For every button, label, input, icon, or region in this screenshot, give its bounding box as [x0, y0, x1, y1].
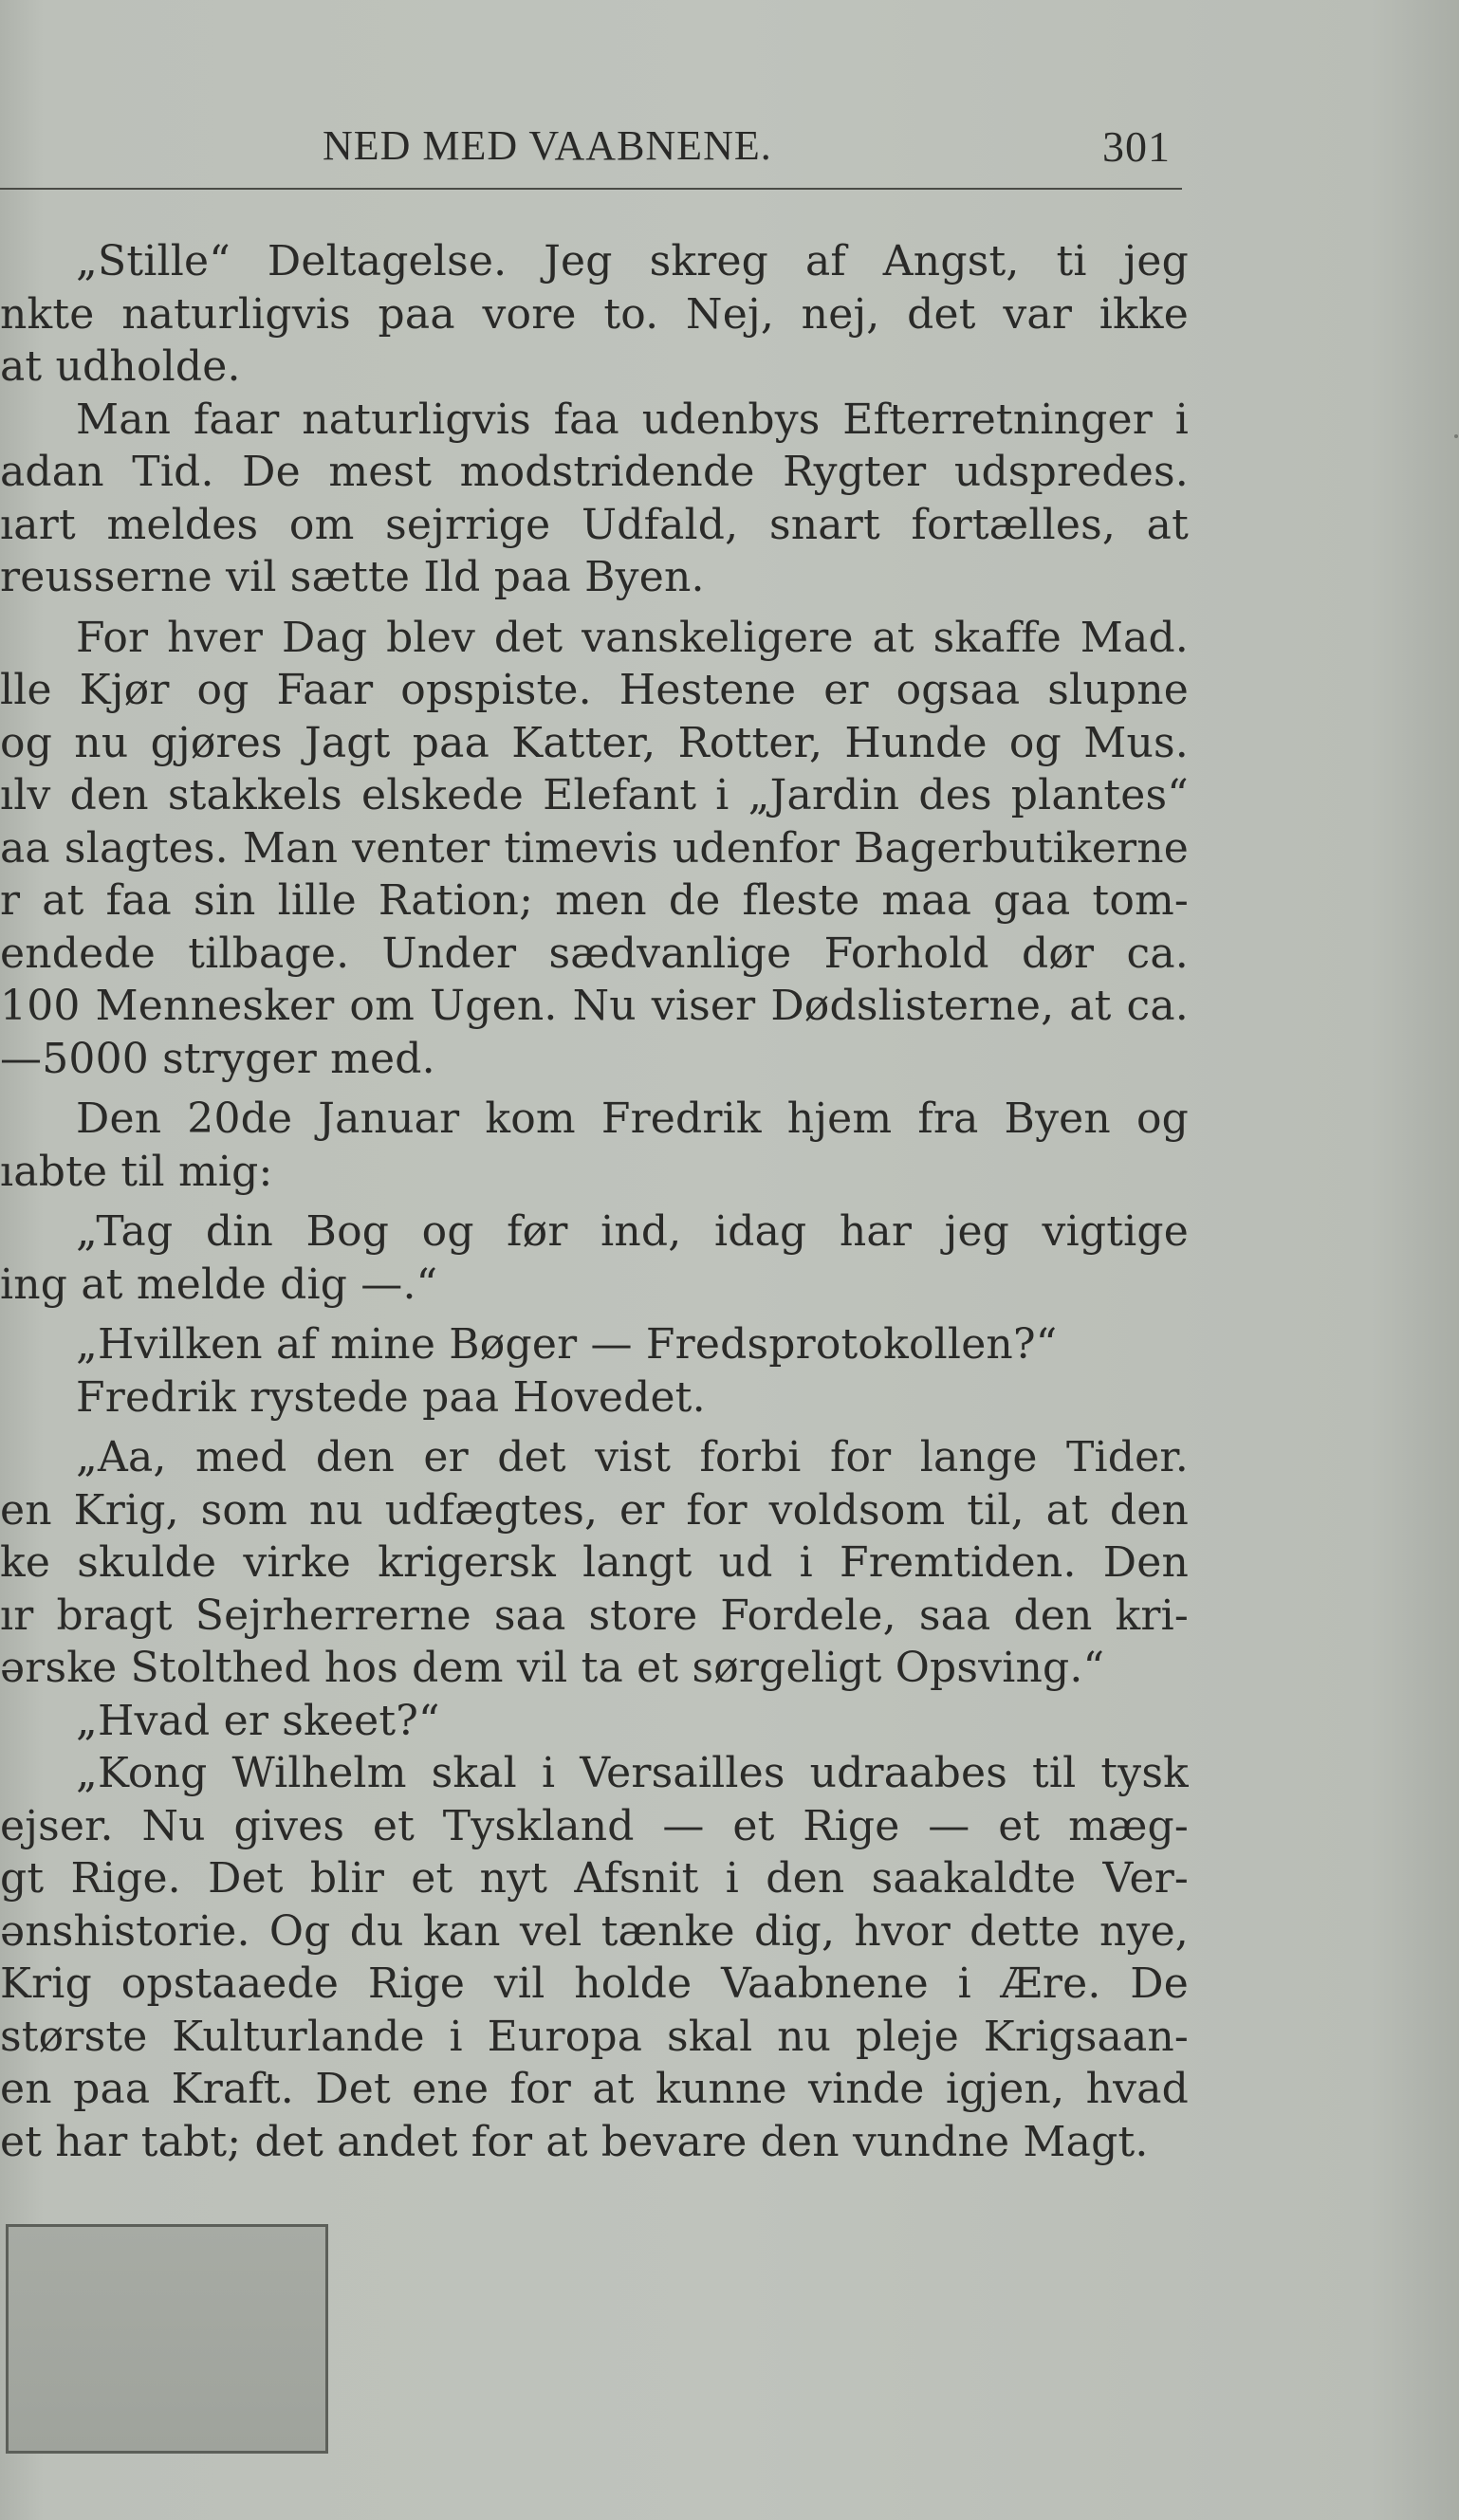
text-line: ıart meldes om sejrrige Udfald, snart fortælles, at: [0, 500, 1189, 549]
text-line: „Kong Wilhelm skal i Versailles udraabes til tysk: [76, 1749, 1189, 1797]
text-line: ing at melde dig —.“: [0, 1260, 438, 1309]
text-line: adan Tid. De mest modstridende Rygter udspredes.: [0, 448, 1189, 496]
text-line: „Hvad er skeet?“: [76, 1696, 440, 1745]
text-line: reusserne vil sætte Ild paa Byen.: [0, 553, 705, 601]
text-line: at udholde.: [0, 342, 241, 391]
text-line: ılv den stakkels elskede Elefant i „Jardin des plantes“: [0, 771, 1189, 819]
page-number: 301: [1102, 122, 1171, 171]
text-line: 100 Mennesker om Ugen. Nu viser Dødslisterne, at ca.: [0, 982, 1189, 1030]
text-line: r at faa sin lille Ration; men de fleste maa gaa tom-: [0, 876, 1189, 925]
paper-speck: [1454, 434, 1458, 438]
text-line: ır bragt Sejrherrerne saa store Fordele, saa den kri-: [0, 1591, 1189, 1640]
text-line: „Stille“ Deltagelse. Jeg skreg af Angst, ti jeg: [76, 237, 1189, 285]
text-line: ıabte til mig:: [0, 1147, 273, 1196]
body-text: [0, 235, 1189, 2168]
text-line: gt Rige. Det blir et nyt Afsnit i den saakaldte Ver-: [0, 1854, 1189, 1903]
text-line: og nu gjøres Jagt paa Katter, Rotter, Hunde og Mus.: [0, 718, 1189, 767]
text-line: ənshistorie. Og du kan vel tænke dig, hvor dette nye,: [0, 1906, 1189, 1956]
text-line: ərske Stolthed hos dem vil ta et sørgeligt Opsving.“: [0, 1644, 1105, 1692]
text-line: „Tag din Bog og før ind, idag har jeg vigtige: [76, 1207, 1189, 1256]
text-line: ke skulde virke krigersk langt ud i Fremtiden. Den: [0, 1538, 1189, 1587]
text-line: aa slagtes. Man venter timevis udenfor Bagerbutikerne: [0, 823, 1189, 873]
text-line: „Aa, med den er det vist forbi for lange Tider.: [76, 1433, 1189, 1481]
header-rule: [0, 188, 1182, 190]
text-line: For hver Dag blev det vanskeligere at skaffe Mad.: [76, 613, 1189, 662]
text-line: nkte naturligvis paa vore to. Nej, nej, det var ikke: [0, 289, 1189, 339]
facing-page-corner: [6, 2224, 328, 2454]
text-line: ejser. Nu gives et Tyskland — et Rige — et mæg-: [0, 1801, 1189, 1850]
running-title: NED MED VAABNENE.: [323, 122, 772, 169]
text-line: —5000 stryger med.: [0, 1034, 435, 1083]
text-line: lle Kjør og Faar opspiste. Hestene er ogsaa slupne: [0, 666, 1189, 714]
text-line: Krig opstaaede Rige vil holde Vaabnene i Ære. De: [0, 1959, 1189, 2008]
text-line: „Hvilken af mine Bøger — Fredsprotokollen?“: [76, 1320, 1058, 1369]
text-line: et har tabt; det andet for at bevare den vundne Magt.: [0, 2117, 1149, 2166]
page-header: [0, 121, 1191, 178]
text-line: Man faar naturligvis faa udenbys Efterretninger i: [76, 395, 1189, 444]
text-line: Den 20de Januar kom Fredrik hjem fra Byen og: [76, 1094, 1189, 1143]
text-line: største Kulturlande i Europa skal nu pleje Krigsaan-: [0, 2012, 1189, 2061]
text-line: Fredrik rystede paa Hovedet.: [76, 1372, 706, 1422]
text-line: endede tilbage. Under sædvanlige Forhold dør ca.: [0, 929, 1189, 978]
text-line: en Krig, som nu udfægtes, er for voldsom til, at den: [0, 1485, 1189, 1535]
text-line: en paa Kraft. Det ene for at kunne vinde igjen, hvad: [0, 2065, 1189, 2113]
